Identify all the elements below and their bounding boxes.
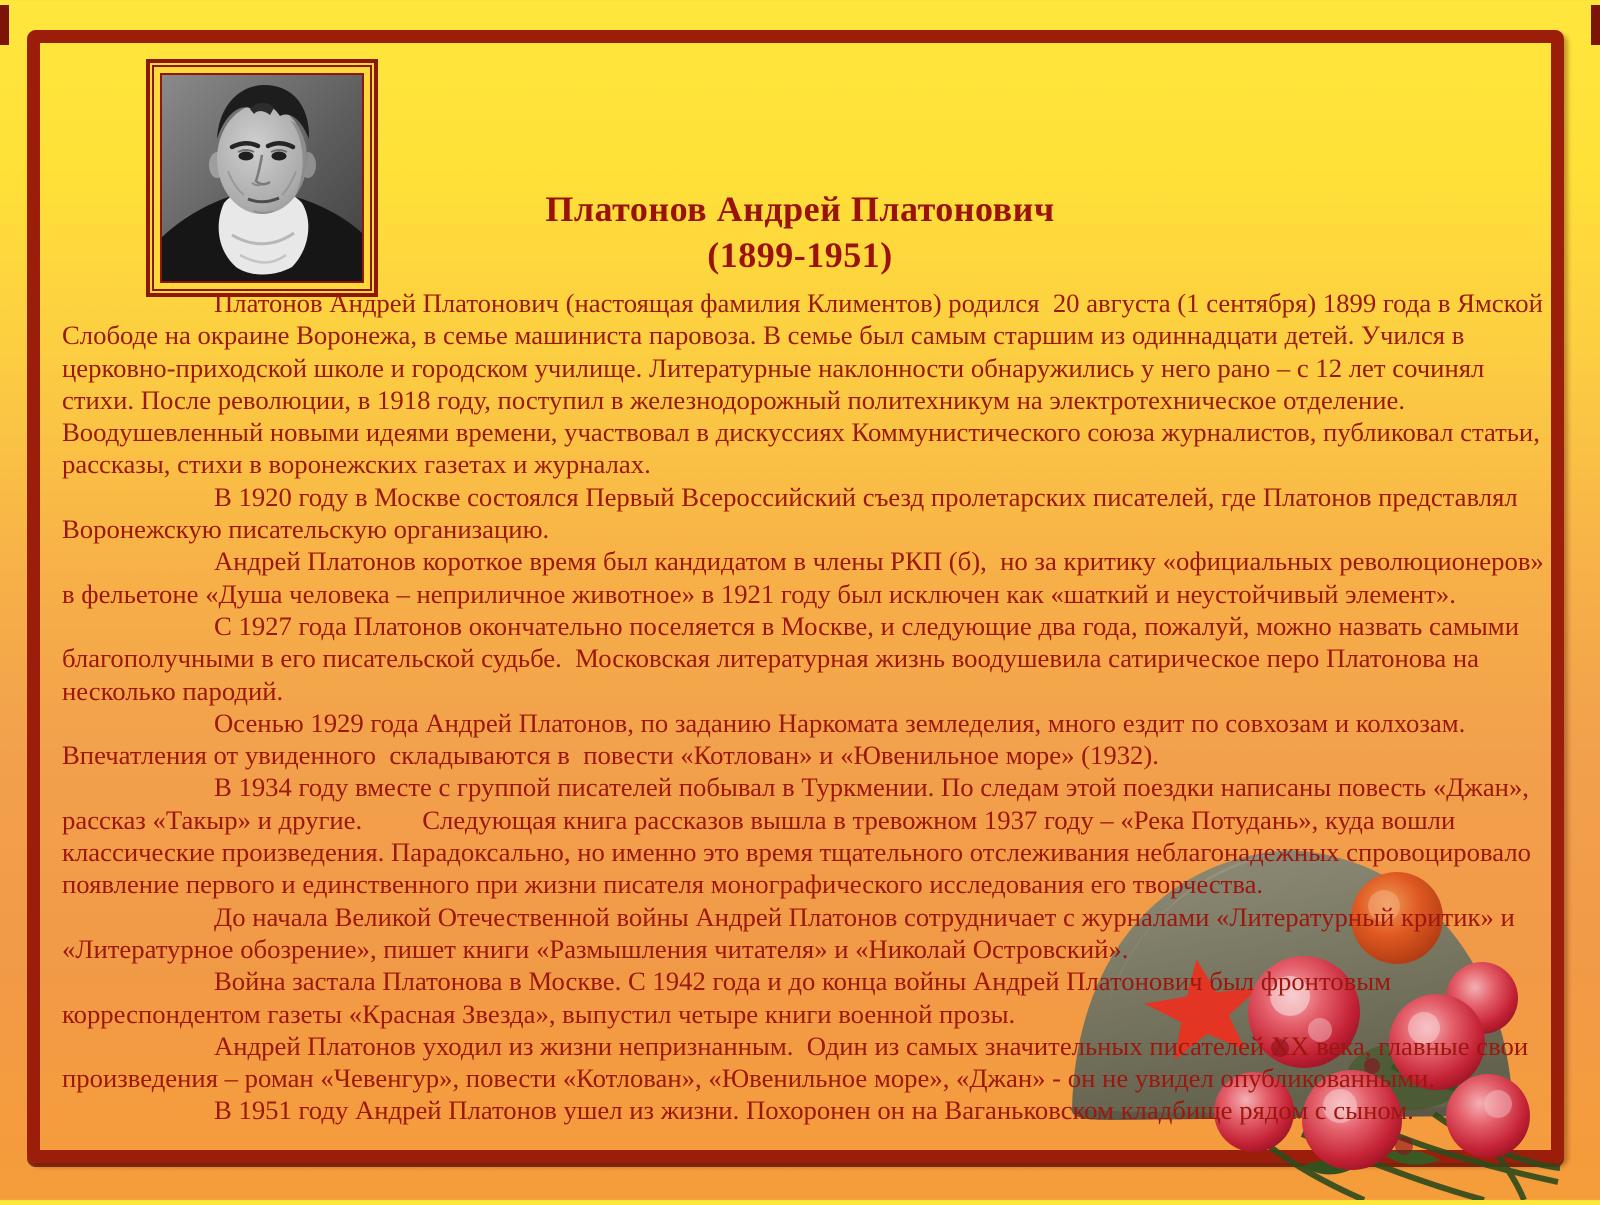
top-left-edge-mark	[0, 5, 9, 45]
paragraph: Андрей Платонов уходил из жизни непризнанным. Один из самых значительных писателей XX века, главные свои произведения – роман «Чевенгур», повести «Котлован», «Ювенильное море», «Джан» - он не увидел опубликованными.	[62, 1030, 1529, 1094]
leaf-icon	[1382, 1150, 1440, 1165]
title-years: (1899-1951)	[707, 235, 893, 275]
paragraph: В 1951 году Андрей Платонов ушел из жизни. Похоронен он на Ваганьковском кладбище рядом с сыном.	[214, 1095, 1414, 1126]
paragraph: Война застала Платонова в Москве. С 1942 года и до конца войны Андрей Платонович был фронтовым корреспондентом газеты «Красная Звезда», выпустил четыре книги военной прозы.	[62, 966, 1392, 1029]
paragraph: Платонов Андрей Платонович (настоящая фамилия Климентов) родился 20 августа (1 сентября) 1899 года в Ямской Слободе на окраине Воронежа, в семье машиниста паровоза. В семье был самым старшим из одиннадцати детей. Учился в церковно-приходской школе и городском училище. Литературные наклонности обнаружились у него рано – с 12 лет сочинял стихи. После революции, в 1918 году, поступил в железнодорожный политехникум на электротехническое отделение. Воодушевленный новыми идеями времени, участвовал в дискуссиях Коммунистического союза журналистов, публиковал статьи, рассказы, стихи в воронежских газетах и журналах.	[62, 288, 1543, 480]
top-right-edge-mark	[1591, 5, 1600, 45]
paragraph: Андрей Платонов короткое время был кандидатом в члены РКП (б), но за критику «официальных революционеров» в фельетоне «Душа человека – неприличное животное» в 1921 году был исключен как «шаткий и неустойчивый элемент».	[62, 546, 1544, 609]
title-name: Платонов Андрей Платонович	[545, 189, 1055, 229]
paragraph: До начала Великой Отечественной войны Андрей Платонов сотрудничает с журналами «Литературный критик» и «Литературное обозрение», пишет книги «Размышления читателя» и «Николай Островский».	[62, 901, 1515, 964]
page-title	[0, 186, 1600, 278]
paragraph: В 1934 году вместе с группой писателей побывал в Туркмении. По следам этой поездки написаны повесть «Джан», рассказ «Такыр» и другие. Следующая книга рассказов вышла в тревожном 1937 году – «Река Потудань», куда вошли классические произведения. Парадоксально, но именно это время тщательного отслеживания неблагонадежных спровоцировало появление первого и единственного при жизни писателя монографического исследования его творчества.	[62, 772, 1531, 900]
biography-text	[62, 287, 1546, 1127]
paragraph: В 1920 году в Москве состоялся Первый Всероссийский съезд пролетарских писателей, где Платонов представлял Воронежскую писательскую организацию.	[62, 481, 1518, 545]
paragraph: С 1927 года Платонов окончательно поселяется в Москве, и следующие два года, пожалуй, можно назвать самыми благополучными в его писательской судьбе. Московская литературная жизнь воодушевила сатирическое перо Платонова на несколько пародий.	[62, 610, 1519, 706]
paragraph: Осенью 1929 года Андрей Платонов, по заданию Наркомата земледелия, много ездит по совхозам и колхозам. Впечатления от увиденного складываются в повести «Котлован» и «Ювенильное море» (1932).	[62, 707, 1466, 771]
